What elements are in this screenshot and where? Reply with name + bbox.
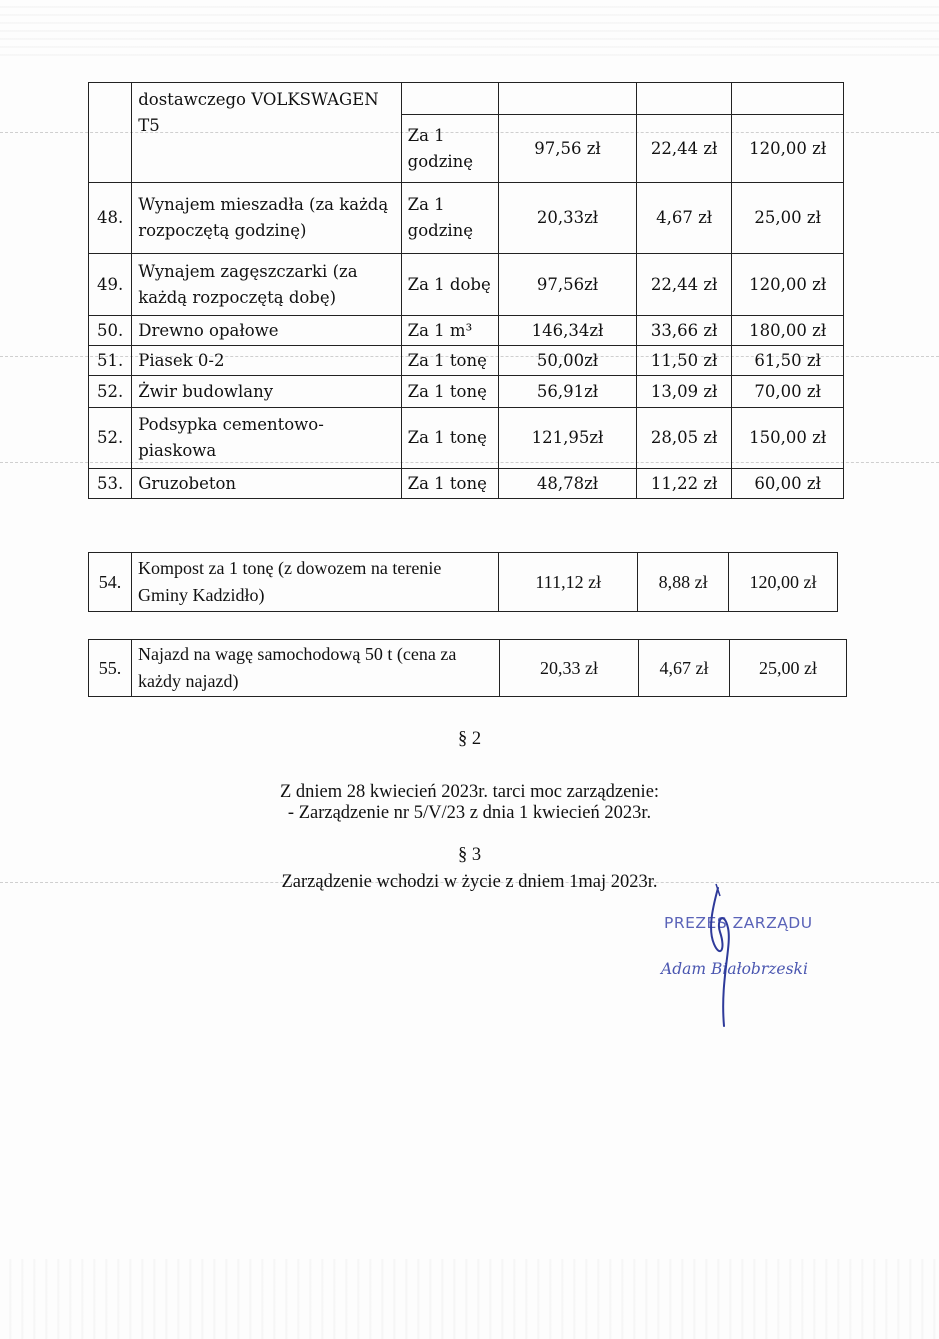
vat-amount [636,83,732,115]
net-price: 97,56zł [499,254,637,316]
section-2-text-line2: - Zarządzenie nr 5/V/23 z dnia 1 kwiecień 2023r. [287,803,652,823]
table-row [89,408,844,469]
row-number: 48. [89,183,132,254]
section-3-text: Zarządzenie wchodzi w życie z dniem 1maj 2023r. [281,872,658,892]
net-price: 121,95zł [499,408,637,469]
unit-cell: Za 1 godzinę [401,115,499,183]
unit-cell: Za 1 tonę [401,469,499,499]
unit-cell [401,83,499,115]
item-name: Kompost za 1 tonę (z dowozem na terenie Gminy Kadzidło) [131,553,498,612]
table-row [89,553,838,612]
row-number: 53. [89,469,132,499]
table-row [89,254,844,316]
stamp-title: PREZES ZARZĄDU [664,914,813,932]
item-name: Wynajem mieszadła (za każdą rozpoczętą godzinę) [132,183,401,254]
table-row [89,640,847,697]
net-price: 111,12 zł [499,553,638,612]
table-row [89,346,844,376]
item-name: Żwir budowlany [132,376,401,408]
row-number: 50. [89,316,132,346]
row-number: 52. [89,408,132,469]
unit-cell: Za 1 m³ [401,316,499,346]
row-number [89,83,132,183]
gross-price: 150,00 zł [732,408,844,469]
unit-cell: Za 1 tonę [401,376,499,408]
net-price: 146,34zł [499,316,637,346]
item-name: Najazd na wagę samochodową 50 t (cena za każdy najazd) [132,640,500,697]
item-name: Podsypka cementowo-piaskowa [132,408,401,469]
vat-amount: 11,50 zł [636,346,732,376]
compost-table [88,552,838,612]
section-2-text-line1: Z dniem 28 kwiecień 2023r. tarci moc zarządzenie: [279,782,660,802]
vat-amount: 28,05 zł [636,408,732,469]
row-number: 49. [89,254,132,316]
row-number: 52. [89,376,132,408]
vat-amount: 8,88 zł [638,553,729,612]
row-number: 55. [89,640,132,697]
price-table [88,82,844,499]
item-name: dostawczego VOLKSWAGEN T5 [132,83,401,183]
stamp-name: Adam Białobrzeski [661,960,808,978]
vat-amount: 4,67 zł [636,183,732,254]
gross-price: 120,00 zł [732,115,844,183]
gross-price: 120,00 zł [729,553,838,612]
vat-amount: 13,09 zł [636,376,732,408]
item-name: Gruzobeton [132,469,401,499]
unit-cell: Za 1 tonę [401,346,499,376]
gross-price: 180,00 zł [732,316,844,346]
vat-amount: 33,66 zł [636,316,732,346]
vat-amount: 11,22 zł [636,469,732,499]
unit-cell: Za 1 tonę [401,408,499,469]
gross-price: 25,00 zł [730,640,847,697]
net-price [499,83,637,115]
signature-icon [690,880,750,1030]
scan-artifact-top [0,0,939,60]
table-row [89,469,844,499]
item-name: Piasek 0-2 [132,346,401,376]
scan-artifact-bottom [0,1259,939,1339]
gross-price: 61,50 zł [732,346,844,376]
net-price: 97,56 zł [499,115,637,183]
gross-price [732,83,844,115]
net-price: 50,00zł [499,346,637,376]
row-number: 51. [89,346,132,376]
item-name: Drewno opałowe [132,316,401,346]
item-name: Wynajem zagęszczarki (za każdą rozpoczętą dobę) [132,254,401,316]
table-row [89,376,844,408]
gross-price: 25,00 zł [732,183,844,254]
vat-amount: 22,44 zł [636,254,732,316]
net-price: 56,91zł [499,376,637,408]
table-row [89,83,844,115]
gross-price: 60,00 zł [732,469,844,499]
section-3-heading: § 3 [457,845,482,865]
row-number: 54. [89,553,132,612]
table-row [89,183,844,254]
unit-cell: Za 1 godzinę [401,183,499,254]
vat-amount: 4,67 zł [639,640,730,697]
vat-amount: 22,44 zł [636,115,732,183]
gross-price: 70,00 zł [732,376,844,408]
net-price: 20,33 zł [500,640,639,697]
table-row [89,316,844,346]
section-2-heading: § 2 [457,729,482,749]
scale-table [88,639,847,697]
net-price: 20,33zł [499,183,637,254]
gross-price: 120,00 zł [732,254,844,316]
net-price: 48,78zł [499,469,637,499]
unit-cell: Za 1 dobę [401,254,499,316]
